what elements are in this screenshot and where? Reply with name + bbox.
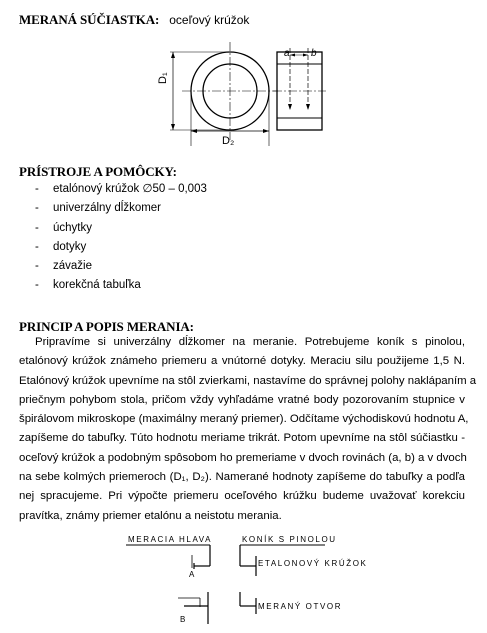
paragraph-line: Etalónový krúžok upevníme na stôl zvierkami, nastavíme do správnej polohy naklápaním a — [19, 374, 477, 387]
list-item: - etalónový krúžok ∅50 – 0,003 — [35, 180, 335, 199]
d2-label: D₂ — [222, 135, 235, 147]
paragraph-line: nej spracujeme. Pri výpočte priemeru oceľového krúžku budeme uvažovať korekciu — [19, 490, 465, 503]
list-item: - dotyky — [35, 238, 335, 257]
tools-item-label: závažie — [53, 260, 92, 273]
principle-title: PRINCIP A POPIS MERANIA: — [19, 319, 194, 334]
paragraph-line: špirálovom mikroskope (maximálny meraný priemer). Odčítame východiskovú hodnotu A, — [19, 413, 469, 426]
principle-paragraph — [19, 333, 477, 526]
paragraph-line: priečnym pohybom stola, pričom vždy vyhľadáme vratné body pozorovaním stupnice v — [19, 393, 465, 406]
paragraph-line: na sebe kolmých priemeroch (D₁, D₂). Namerané hodnoty zapíšeme do tabuľky a podľa — [19, 471, 465, 484]
point-b-label: B — [180, 615, 186, 624]
measured-hole-label: MERANÝ OTVOR — [258, 602, 343, 611]
measurement-scheme — [120, 532, 370, 628]
tools-item-label: úchytky — [53, 221, 92, 234]
tools-item-label: dotyky — [53, 240, 87, 253]
list-item: - závažie — [35, 257, 335, 276]
measuring-head-label: MERACIA HLAVA — [128, 535, 213, 544]
paragraph-line: etalónový krúžok známeho priemeru a vnútorné dotyky. Meraciu silu použijeme 1,5 N. — [19, 355, 465, 368]
measured-part-subject: oceľový krúžok — [169, 13, 250, 27]
tools-list — [35, 180, 335, 296]
measured-part-header — [19, 11, 249, 29]
list-item: - univerzálny dĺžkomer — [35, 199, 335, 218]
list-item: - korekčná tabuľka — [35, 276, 335, 295]
etalon-ring-label: ETALONOVÝ KRÚŽOK — [258, 559, 368, 568]
d1-label: D₁ — [157, 72, 169, 84]
list-item: - úchytky — [35, 219, 335, 238]
measured-part-title: MERANÁ SÚČIASTKA: — [19, 12, 160, 27]
ring-drawing — [150, 28, 360, 152]
tools-item-label: univerzálny dĺžkomer — [53, 202, 162, 215]
paragraph-line: pravítka, známy priemer etalónu a neistotu merania. — [19, 509, 282, 522]
point-a-label: A — [189, 570, 195, 579]
tools-title: PRÍSTROJE A POMÔCKY: — [19, 164, 177, 179]
plane-b-label: b — [311, 48, 317, 59]
paragraph-line: Pripravíme si univerzálny dĺžkomer na meranie. Potrebujeme koník s pinolou, — [35, 336, 465, 348]
tools-item-label: korekčná tabuľka — [53, 279, 141, 292]
tools-item-label: etalónový krúžok ∅50 – 0,003 — [53, 183, 207, 195]
paragraph-line: zapíšeme do tabuľky. Túto hodnotu meriame trikrát. Potom upevníme na stôl súčiastku - — [19, 432, 465, 445]
tailstock-label: KONÍK S PINOLOU — [242, 535, 337, 544]
plane-a-label: a — [284, 48, 290, 59]
paragraph-line: oceľový krúžok a podobným spôsobom ho premeriame v dvoch rovinách (a, b) a v dvoch — [19, 451, 467, 464]
